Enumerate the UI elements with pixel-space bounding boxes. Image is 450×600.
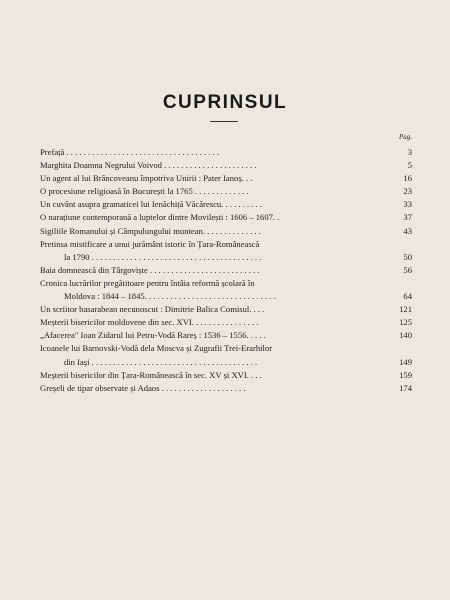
toc-entry (40, 159, 412, 172)
title-rule (210, 121, 238, 122)
toc-entry (40, 342, 412, 355)
toc-page-number: 121 (399, 304, 412, 315)
toc-entry-title: Un agent al lui Brâncoveanu împotriva Unirii : Pater Ianoș. . . (40, 173, 253, 184)
toc-entry (40, 382, 412, 395)
toc-page-number: 140 (399, 330, 412, 341)
toc-entry-title-cont: la 1790 . . . . . . . . . . . . . . . . . . . . . . . . . . . . . . . . . . . . . . . . (64, 251, 262, 262)
toc-entry (40, 369, 412, 382)
toc-entry-continuation (40, 251, 412, 264)
toc-entry-title: Marghita Doamna Negrului Voivod . . . . . . . . . . . . . . . . . . . . . . (40, 160, 257, 171)
toc-entry (40, 225, 412, 238)
toc-entry (40, 146, 412, 159)
toc-entry (40, 316, 412, 329)
toc-page-number: 64 (403, 291, 412, 302)
toc-entry (40, 185, 412, 198)
toc-page-number: 50 (403, 251, 412, 262)
toc-entry-title: Baia domnească din Târgoviște . . . . . . . . . . . . . . . . . . . . . . . . . . (40, 264, 260, 275)
toc-entry-title-cont: Moldova : 1844 – 1845. . . . . . . . . . . . . . . . . . . . . . . . . . . . . . . (64, 291, 276, 302)
toc-entry-title: Cronica lucrărilor pregătitoare pentru întâia reformă școlară în (40, 277, 255, 288)
toc-entry-title: Un scriitor basarabean necunoscut : Dimitrie Balica Comisul. . . . (40, 304, 265, 315)
toc-entry-continuation (40, 290, 412, 303)
toc-page-number: 33 (403, 199, 412, 210)
toc-page-number: 174 (399, 382, 412, 393)
toc-entry (40, 264, 412, 277)
toc-entry (40, 303, 412, 316)
toc-entry-continuation (40, 356, 412, 369)
toc-page-number: 43 (403, 225, 412, 236)
toc-page-number: 5 (407, 160, 412, 171)
toc-entry-title: Un cuvânt asupra gramaticei lui Ienăchiță Văcărescu. . . . . . . . . . (40, 199, 262, 210)
toc-entry (40, 238, 412, 251)
toc-entry-title: „Afacerea" Ioan Zidarul lui Petru-Vodă Rareș : 1536 – 1556. . . . . (40, 330, 266, 341)
toc-entry-title: O procesiune religioasă în București la 1765 . . . . . . . . . . . . . (40, 186, 249, 197)
toc-entry-title: Greșeli de tipar observate și Adaos . . . . . . . . . . . . . . . . . . . . (40, 382, 246, 393)
toc-entry-title: Meșterii bisericilor moldovene din sec. XVI. . . . . . . . . . . . . . . . (40, 317, 259, 328)
toc-entry-title: Icoanele lui Barnovski-Vodă dela Moscva și Zugrafii Trei-Erarhilor (40, 343, 273, 354)
page-title: CUPRINSUL (162, 92, 288, 113)
toc-page-number: 125 (399, 317, 412, 328)
toc-entry-title: Sigiliile Romanului și Câmpulungului muntean. . . . . . . . . . . . . . (40, 225, 261, 236)
toc-entry-title: Prefață . . . . . . . . . . . . . . . . . . . . . . . . . . . . . . . . . . . . (40, 147, 220, 157)
table-of-contents (40, 146, 412, 395)
toc-page-number: 159 (399, 369, 412, 380)
toc-page-number: 3 (407, 147, 412, 157)
toc-entry (40, 211, 412, 224)
toc-page-number: 149 (399, 356, 412, 367)
toc-entry-title: Pretinsa mistificare a unui jurământ istoric în Țara-Românească (40, 238, 260, 249)
toc-page-number: 23 (403, 186, 412, 197)
toc-page-number: 16 (403, 173, 412, 184)
toc-entry-title: O narațiune contemporană a luptelor dintre Movilești : 1606 – 1607. . (40, 212, 280, 223)
toc-entry-title-cont: din Iași . . . . . . . . . . . . . . . . . . . . . . . . . . . . . . . . . . . . . . . (64, 356, 258, 367)
toc-entry (40, 198, 412, 211)
toc-page-number: 56 (403, 264, 412, 275)
toc-entry-title: Meșterii bisericilor din Țara-Românească în sec. XV și XVI. . . . (40, 369, 262, 380)
page-column-label: Pag. (398, 133, 412, 141)
toc-entry (40, 277, 412, 290)
toc-entry (40, 172, 412, 185)
toc-entry (40, 329, 412, 342)
toc-page-number: 37 (403, 212, 412, 223)
